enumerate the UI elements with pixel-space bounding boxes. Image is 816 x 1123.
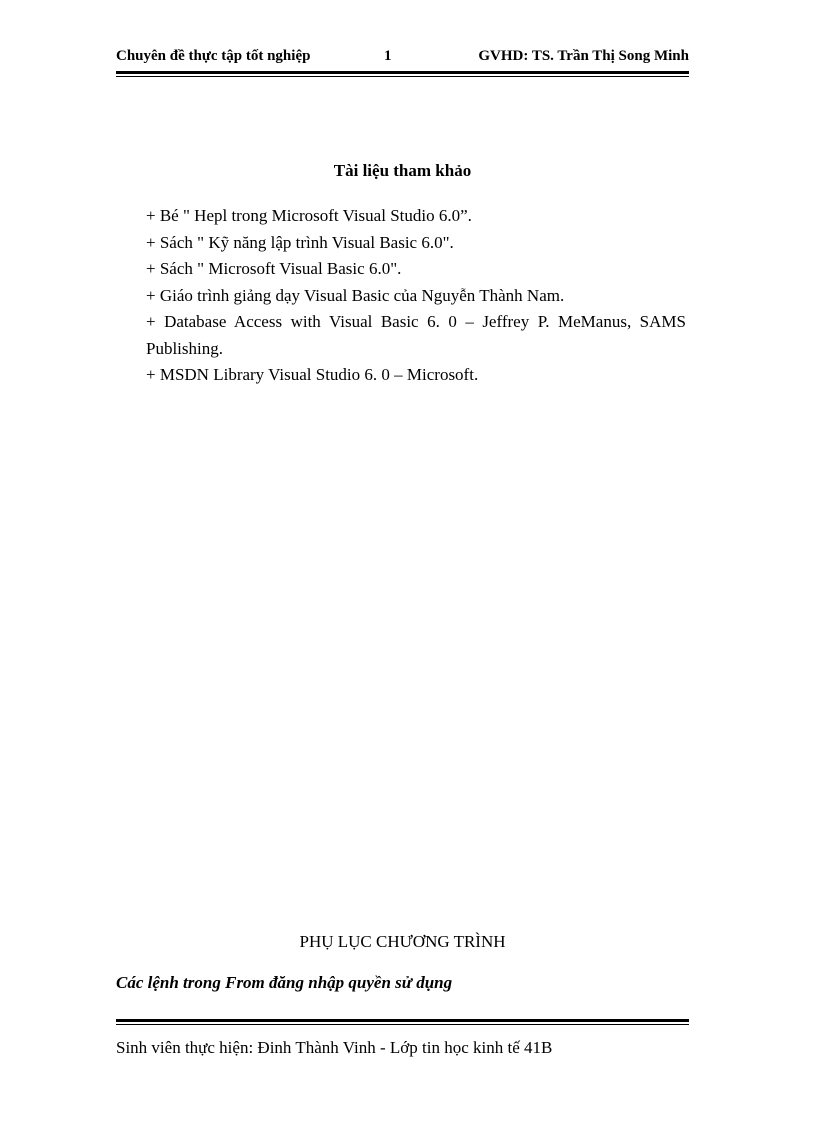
footer-rule-thin — [116, 1024, 689, 1025]
header-supervisor: GVHD: TS. Trần Thị Song Minh — [478, 48, 689, 64]
reference-item: + Sách " Microsoft Visual Basic 6.0". — [146, 259, 402, 278]
page-header — [116, 48, 689, 70]
page-footer: Sinh viên thực hiện: Đinh Thành Vinh - Lớp tin học kinh tế 41B — [116, 1038, 553, 1057]
reference-item: + MSDN Library Visual Studio 6. 0 – Microsoft. — [146, 365, 479, 384]
references-list — [146, 203, 686, 389]
appendix-subtitle: Các lệnh trong From đăng nhập quyền sử dụng — [116, 973, 453, 992]
header-rule-thin — [116, 76, 689, 77]
reference-item: + Sách " Kỹ năng lập trình Visual Basic 6.0". — [146, 232, 454, 252]
reference-item: + Giáo trình giảng dạy Visual Basic của Nguyễn Thành Nam. — [146, 285, 565, 305]
appendix-title: PHỤ LỤC CHƯƠNG TRÌNH — [299, 932, 506, 951]
references-title: Tài liệu tham khảo — [333, 161, 472, 180]
reference-item: + Bé " Hepl trong Microsoft Visual Studio 6.0”. — [146, 206, 472, 225]
header-rule-thick — [116, 71, 689, 74]
reference-item: + Database Access with Visual Basic 6. 0 – Jeffrey P. MeManus, SAMS Publishing. — [146, 312, 686, 358]
footer-rule-thick — [116, 1019, 689, 1022]
header-page-number: 1 — [384, 48, 392, 64]
header-topic: Chuyên đề thực tập tốt nghiệp — [116, 48, 311, 64]
